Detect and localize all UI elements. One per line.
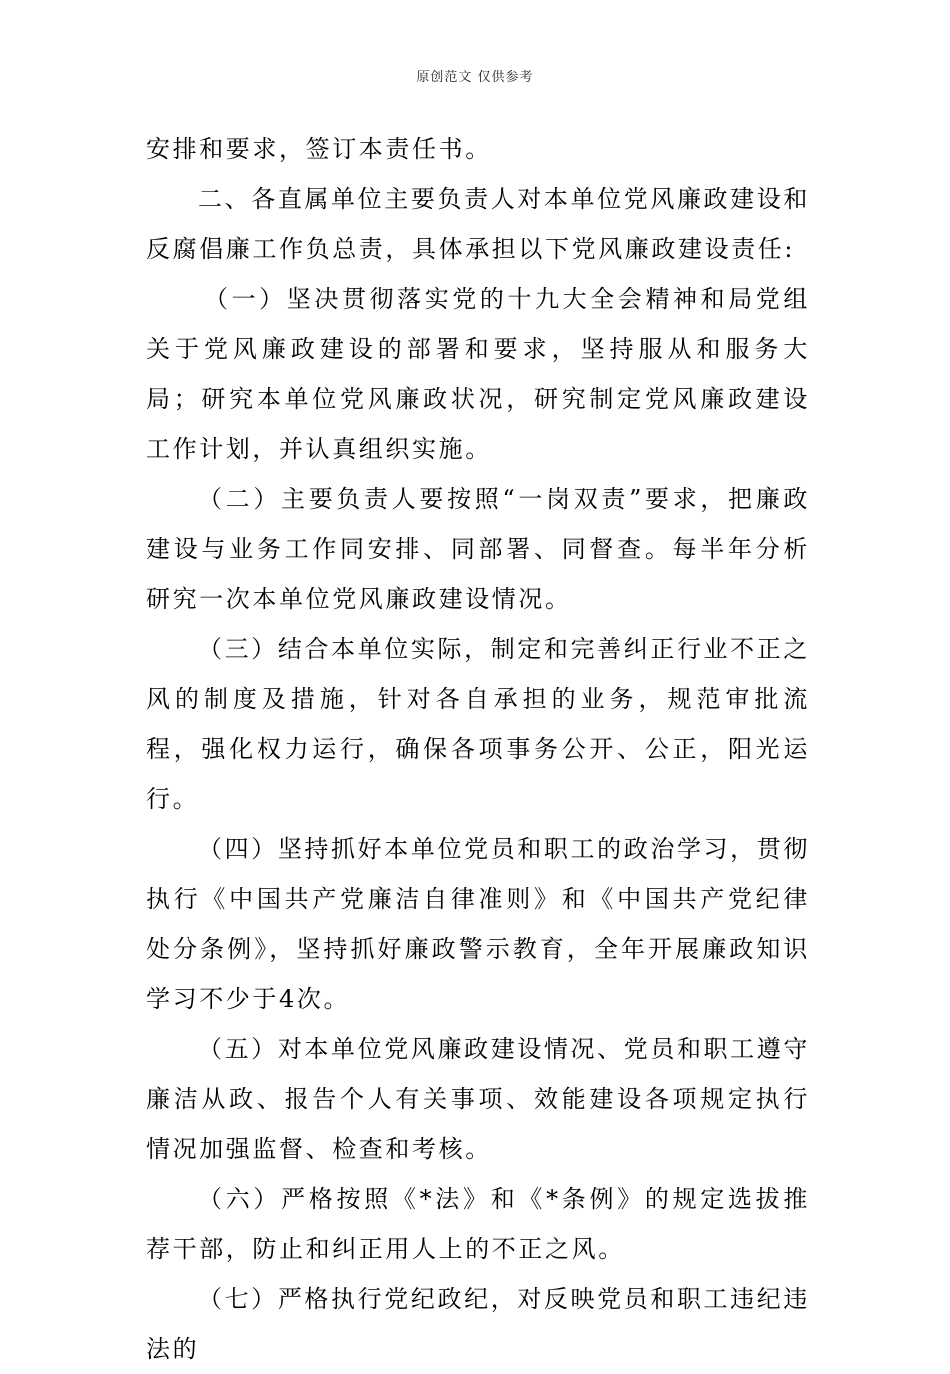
paragraph-item-4: （四）坚持抓好本单位党员和职工的政治学习，贯彻执行《中国共产党廉洁自律准则》和《中国共产党纪律处分条例》，坚持抓好廉政警示教育，全年开展廉政知识学习不少于4次。: [146, 835, 810, 1013]
page-header: 原创范文 仅供参考: [416, 70, 534, 85]
document-body: [146, 124, 810, 1374]
paragraph-item-6: （六）严格按照《*法》和《*条例》的规定选拔推荐干部，防止和纠正用人上的不正之风。: [146, 1185, 810, 1263]
paragraph-item-5: （五）对本单位党风廉政建设情况、党员和职工遵守廉洁从政、报告个人有关事项、效能建设各项规定执行情况加强监督、检查和考核。: [146, 1035, 810, 1163]
paragraph-item-2: （二）主要负责人要按照“一岗双责”要求，把廉政建设与业务工作同安排、同部署、同督查。每半年分析研究一次本单位党风廉政建设情况。: [146, 485, 810, 613]
paragraph-section-two: 二、各直属单位主要负责人对本单位党风廉政建设和反腐倡廉工作负总责，具体承担以下党风廉政建设责任:: [146, 185, 810, 263]
paragraph-continuation: 安排和要求，签订本责任书。: [146, 135, 492, 163]
paragraph-item-7: （七）严格执行党纪政纪，对反映党员和职工违纪违法的: [146, 1285, 810, 1363]
paragraph-item-1: （一）坚决贯彻落实党的十九大全会精神和局党组关于党风廉政建设的部署和要求，坚持服从和服务大局；研究本单位党风廉政状况，研究制定党风廉政建设工作计划，并认真组织实施。: [146, 285, 810, 463]
paragraph-item-3: （三）结合本单位实际，制定和完善纠正行业不正之风的制度及措施，针对各自承担的业务，规范审批流程，强化权力运行，确保各项事务公开、公正，阳光运行。: [146, 635, 810, 813]
